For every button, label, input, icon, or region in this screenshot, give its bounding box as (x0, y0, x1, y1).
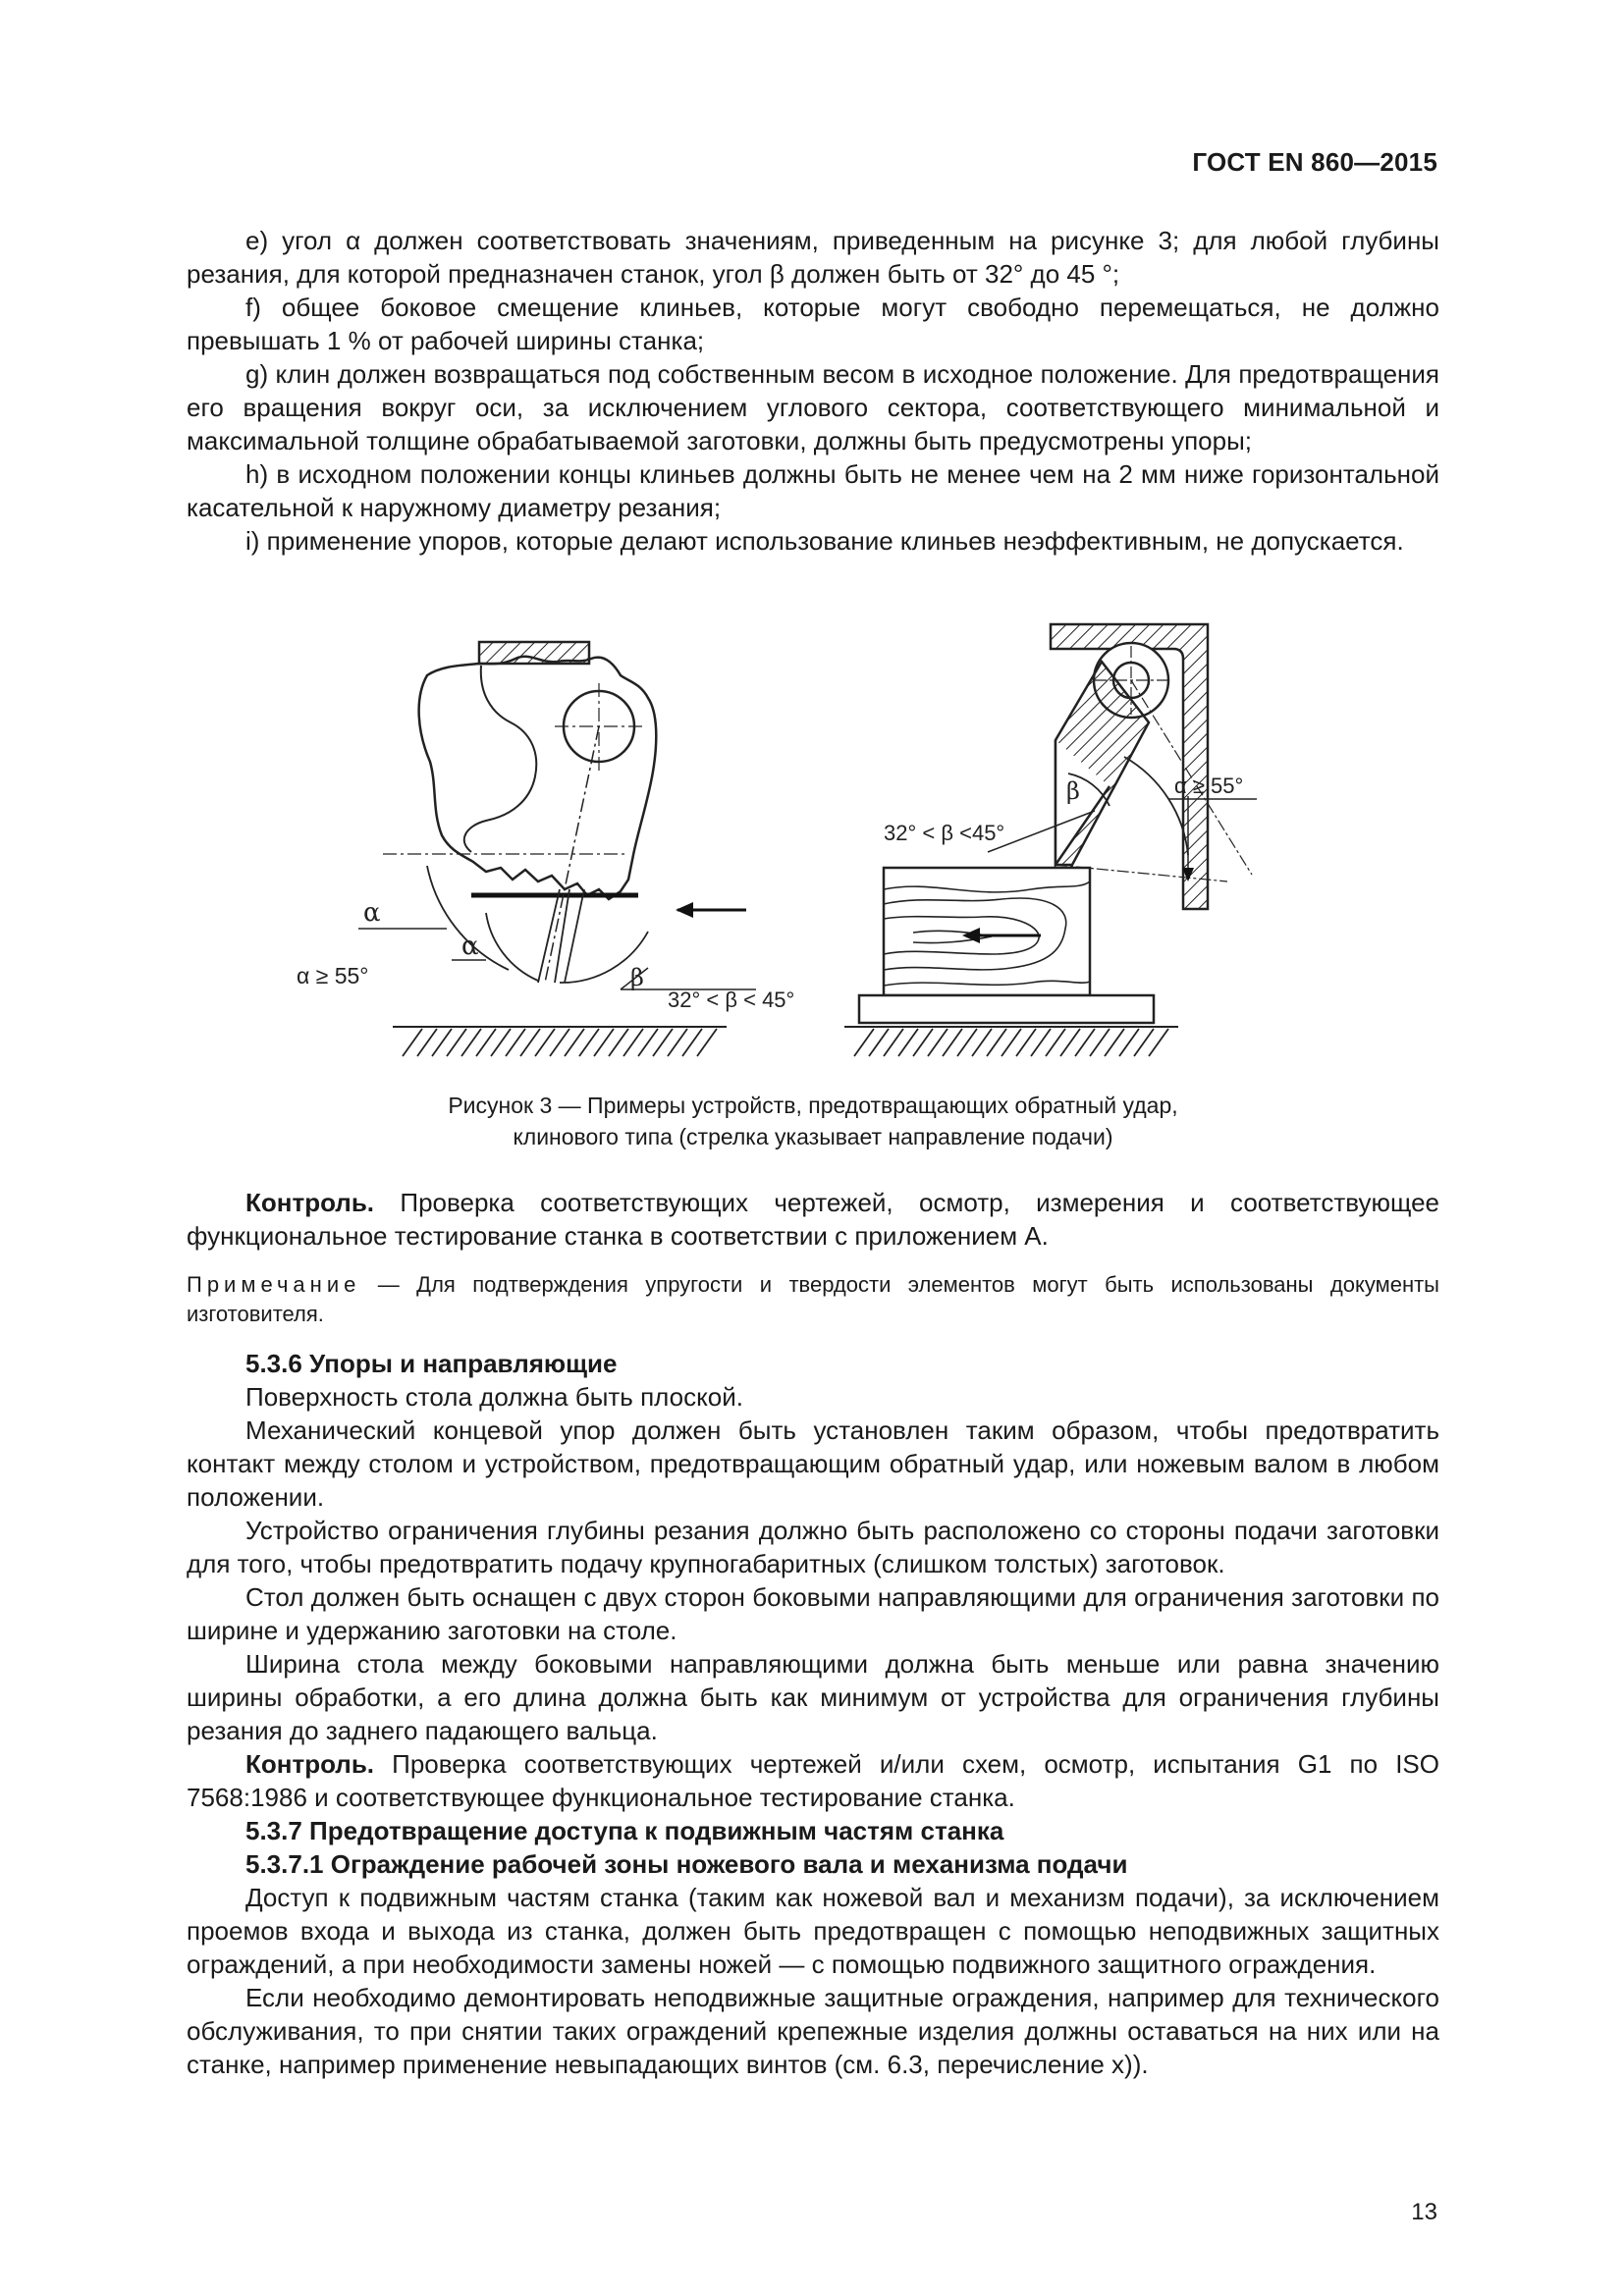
section-5371-para-2: Если необходимо демонтировать неподвижные защитные ограждения, например для технического обслуживания, то при снятии таких ограждений крепежные изделия должны оставаться на них или на станке, например применение невыпадающих винтов (см. 6.3, перечисление x)). (187, 1983, 1439, 2079)
section-537-title: 5.3.7 Предотвращение доступа к подвижным частям станка (245, 1816, 1004, 1845)
section-536-para-4: Стол должен быть оснащен с двух сторон боковыми направляющими для ограничения заготовки по ширине и удержанию заготовки на столе. (187, 1582, 1439, 1645)
left-alpha-label: α (363, 898, 381, 928)
figure-3-drawing (297, 605, 1276, 1066)
list-item-e: е) угол α должен соответствовать значениям, приведенным на рисунке 3; для любой глубины резания, для которой предназначен станок, угол β должен быть от 32° до 45 °; (187, 226, 1439, 289)
left-beta-label: β (630, 964, 644, 991)
section-536-para-1: Поверхность стола должна быть плоской. (245, 1382, 743, 1412)
section-536-control (187, 1747, 1439, 1814)
technical-drawing (297, 605, 1276, 1066)
control-text-1: Проверка соответствующих чертежей, осмотр, измерения и соответствующее функциональное тестирование станка в соответствии с приложением А. (187, 1188, 1439, 1251)
right-table (859, 995, 1154, 1023)
caption-line-1: Рисунок 3 — Примеры устройств, предотвращающих обратный удар, (448, 1093, 1178, 1118)
list-item-i: i) применение упоров, которые делают использование клиньев неэффективным, не допускается. (245, 526, 1404, 556)
section-536-para-5: Ширина стола между боковыми направляющими должна быть меньше или равна значению ширины обработки, а его длина должна быть как минимум от устройства для ограничения глубины резания до заднего падающего вальца. (187, 1649, 1439, 1745)
section-536-title: 5.3.6 Упоры и направляющие (245, 1349, 618, 1378)
list-item-g: g) клин должен возвращаться под собственным весом в исходное положение. Для предотвращения его вращения вокруг оси, за исключением углового сектора, соответствующего минимальной и максимальной толщине обрабатываемой заготовки, должны быть предусмотрены упоры; (187, 359, 1439, 455)
left-wedge-inner-contour (464, 666, 536, 852)
left-beta-cond-label: 32° < β < 45° (668, 988, 795, 1012)
note-paragraph (187, 1270, 1439, 1329)
page-number: 13 (1411, 2199, 1437, 2225)
caption-line-2: клинового типа (стрелка указывает направление подачи) (513, 1124, 1113, 1149)
right-alpha-arc (1124, 757, 1188, 855)
right-ground-hatch (854, 1029, 1168, 1056)
section-5371-title: 5.3.7.1 Ограждение рабочей зоны ножевого вала и механизма подачи (245, 1849, 1128, 1879)
control-lead-1: Контроль. (245, 1188, 375, 1217)
right-beta-cond-label: 32° < β <45° (884, 821, 1005, 845)
left-alpha-arc-2 (486, 913, 538, 981)
control-text-2: Проверка соответствующих чертежей и/или схем, осмотр, испытания G1 по ISO 7568:1986 и соответствующее функциональное тестирование станка. (187, 1749, 1439, 1812)
control-lead-2: Контроль. (245, 1749, 375, 1779)
note-text: — Для подтверждения упругости и твердости элементов могут быть использованы документы изготовителя. (187, 1272, 1439, 1326)
left-wedge-body (419, 657, 657, 899)
right-beta-label: β (1066, 777, 1080, 805)
left-ground-hatch (403, 1029, 717, 1056)
section-5371-para-1: Доступ к подвижным частям станка (таким как ножевой вал и механизм подачи), за исключением проемов входа и выхода из станка, должен быть предотвращен с помощью неподвижных защитных ограждений, а при необходимости замены ножей — с помощью подвижного защитного ограждения. (187, 1883, 1439, 1979)
control-paragraph-1 (187, 1186, 1439, 1253)
note-lead: Примечание (187, 1272, 361, 1297)
right-alpha-cond-label: α ≥ 55° (1174, 774, 1244, 798)
left-alpha-cond-label: α ≥ 55° (297, 963, 369, 988)
main-text-body (187, 1186, 1439, 2081)
figure-caption (187, 1090, 1439, 1152)
section-536-para-2: Механический концевой упор должен быть установлен таким образом, чтобы предотвратить контакт между столом и устройством, предотвращающим обратный удар, или ножевым валом в любом положении. (187, 1415, 1439, 1512)
feed-arrow-head (676, 902, 693, 918)
requirements-list (187, 224, 1439, 558)
left-alpha2-label: α (461, 932, 479, 961)
list-item-h: h) в исходном положении концы клиньев должны быть не менее чем на 2 мм ниже горизонтальной касательной к наружному диаметру резания; (187, 459, 1439, 522)
list-item-f: f) общее боковое смещение клиньев, которые могут свободно перемещаться, не должно превышать 1 % от рабочей ширины станка; (187, 293, 1439, 355)
section-536-para-3: Устройство ограничения глубины резания должно быть расположено со стороны подачи заготовки для того, чтобы предотвратить подачу крупногабаритных (слишком толстых) заготовок. (187, 1516, 1439, 1578)
document-id-header: ГОСТ EN 860—2015 (1192, 147, 1437, 177)
